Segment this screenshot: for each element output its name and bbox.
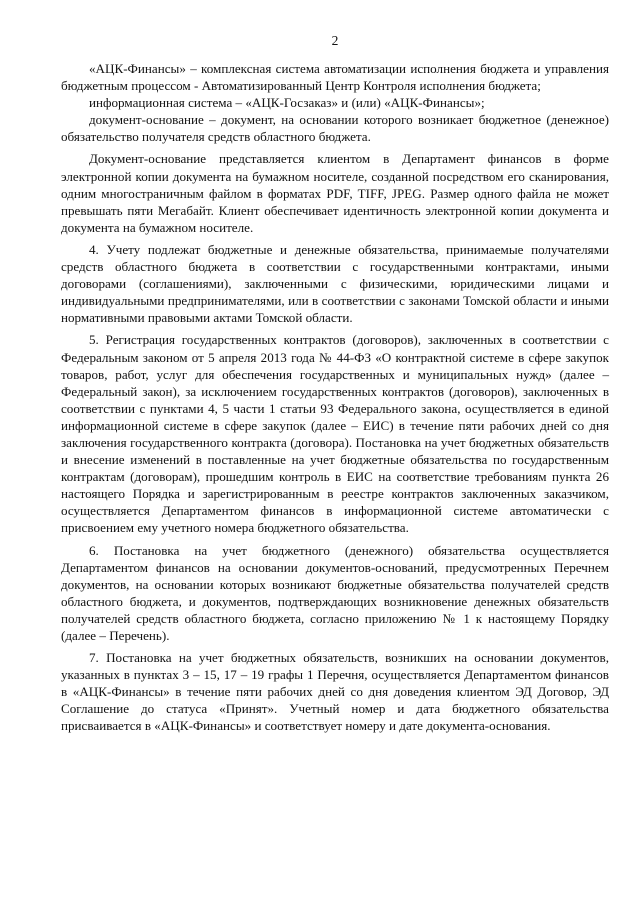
paragraph-information-system-definition: информационная система – «АЦК-Госзаказ» и (или) «АЦК-Финансы»; [89, 95, 485, 111]
paragraph-item-7: 7. Постановка на учет бюджетных обязательств, возникших на основании документов, указанных в пунктах 3 – 15, 17 – 19 графы 1 Перечня, осуществляется Департаментом финансов в «АЦК-Финансы» в течение пяти рабочих дней со дня доведения клиентом ЭД Договор, ЭД Соглашение до статуса «Принят». Учетный номер и дата бюджетного обязательства присваивается в «АЦК-Финансы» и соответствует номеру и дате документа-основания. [61, 650, 609, 734]
paragraph-base-document-definition: документ-основание – документ, на основании которого возникает бюджетное (денежное) обязательство получателя средств областного бюджета. [61, 112, 609, 145]
paragraph-base-document-submission: Документ-основание представляется клиентом в Департамент финансов в форме электронной копии документа на бумажном носителе, созданной посредством его сканирования, одним многостраничным файлом в форматах PDF, TIFF, JPEG. Размер одного файла не может превышать пяти Мегабайт. Клиент обеспечивает идентичность электронной копии документа и документа на бумажном носителе. [61, 151, 609, 235]
paragraph-item-6: 6. Постановка на учет бюджетного (денежного) обязательства осуществляется Департаментом финансов на основании документов-оснований, предусмотренных Перечнем документов, на основании которых возникают бюджетные обязательства получателей средств областного бюджета, и документов, подтверждающих возникновение денежных обязательств получателей средств областного бюджета, согласно приложению № 1 к настоящему Порядку (далее – Перечень). [61, 542, 609, 643]
paragraph-ack-finansy-definition: «АЦК-Финансы» – комплексная система автоматизации исполнения бюджета и управления бюджетным процессом - Автоматизированный Центр Контроля исполнения бюджета; [61, 61, 609, 94]
paragraph-item-5: 5. Регистрация государственных контрактов (договоров), заключенных в соответствии с Федеральным законом от 5 апреля 2013 года № 44-ФЗ «О контрактной системе в сфере закупок товаров, работ, услуг для обеспечения государственных и муниципальных нужд» (далее – Федеральный закон), за исключением государственных контрактов (договоров), заключенных в соответствии с пунктами 4, 5 части 1 статьи 93 Федерального закона, осуществляется в единой информационной системе в сфере закупок (далее – ЕИС) в течение пяти рабочих дней со дня заключения государственного контракта (договора). Постановка на учет бюджетных обязательств и внесение изменений в поставленные на учет бюджетные обязательства по государственным контрактам (договорам), прошедшим контроль в ЕИС на соответствие требованиям пункта 26 настоящего Порядка и зарегистрированным в реестре контрактов заключенных заказчиком, осуществляется Департаментом финансов в информационной системе автоматически с присвоением ему учетного номера бюджетного обязательства. [61, 332, 609, 536]
paragraph-item-4: 4. Учету подлежат бюджетные и денежные обязательства, принимаемые получателями средств областного бюджета в соответствии с государственными контрактами, иными договорами (соглашениями), заключенными с физическими, юридическими лицами и индивидуальными предпринимателями, или в соответствии с законами Томской области и иными нормативными правовыми актами Томской области. [61, 241, 609, 326]
document-body [61, 60, 609, 735]
page-number: 2 [331, 33, 339, 48]
